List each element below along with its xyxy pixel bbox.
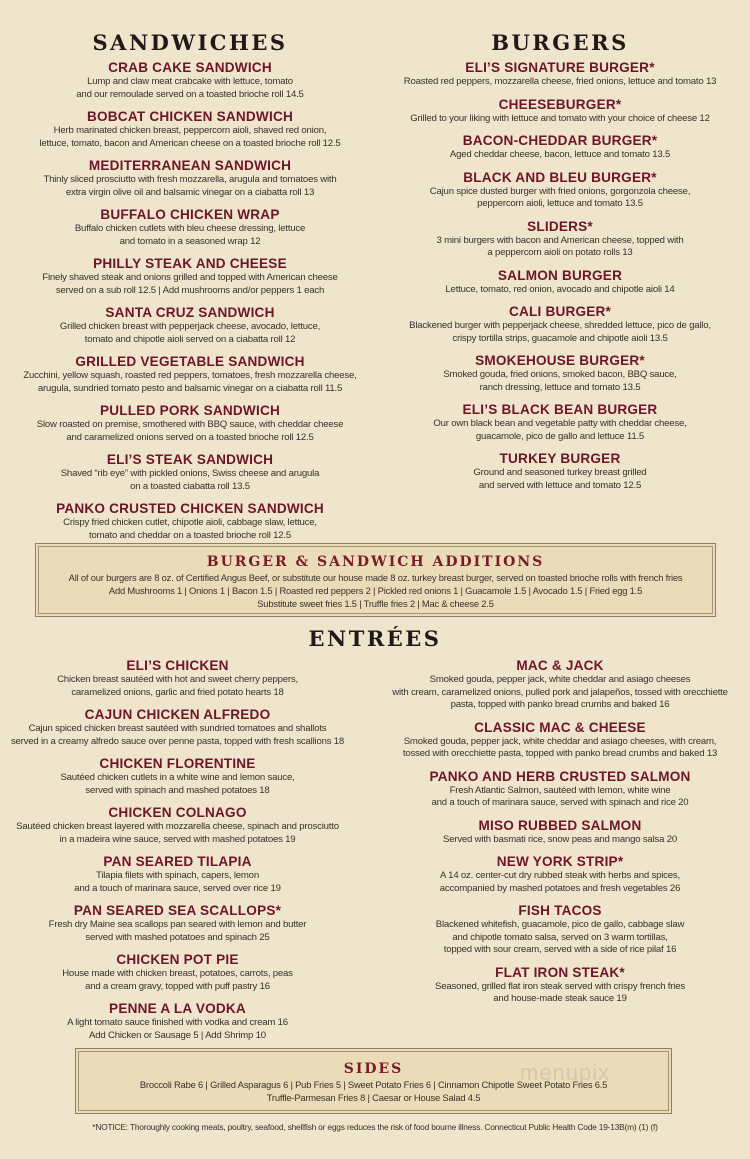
menu-item-title: PHILLY STEAK AND CHEESE — [93, 256, 287, 271]
menu-item — [385, 96, 735, 126]
menu-item — [15, 304, 365, 346]
menu-item-description: and served with lettuce and tomato 12.5 — [478, 479, 642, 491]
sides-heading: SIDES — [343, 1061, 404, 1077]
menu-item-description: in a madeira wine sauce, served with mashed potatoes 19 — [59, 833, 296, 845]
menu-item-description: Fresh Atlantic Salmon, sautéed with lemon, white wine — [449, 784, 671, 796]
burgers-heading: BURGERS — [491, 30, 629, 55]
menu-item — [5, 951, 350, 993]
menu-item — [385, 59, 735, 89]
menu-item-title: SALMON BURGER — [497, 267, 623, 283]
menu-item-description: served with spinach and mashed potatoes 18 — [85, 784, 270, 796]
menu-item-title: ELI’S STEAK SANDWICH — [106, 452, 274, 467]
additions-line: Substitute sweet fries 1.5 | Truffle fries 2 | Mac & cheese 2.5 — [257, 598, 494, 609]
sandwiches-heading: SANDWICHES — [92, 30, 288, 55]
menu-item — [15, 59, 365, 101]
health-notice: *NOTICE: Thoroughly cooking meats, poultry, seafood, shellfish or eggs reduces the risk of food bourne illness. Connecticut Public Health Code 19-13B(m) (1) (f) — [92, 1122, 658, 1132]
menu-item-description: served in a creamy alfredo sauce over penne pasta, topped with fresh scallions 18 — [10, 735, 345, 747]
menu-item-description: Seasoned, grilled flat iron steak served with crispy french fries — [435, 980, 685, 992]
entrees-heading: ENTRÉES — [308, 626, 442, 651]
menu-item-title: FLAT IRON STEAK* — [495, 964, 625, 980]
menu-item-description: crispy tortilla strips, guacamole and chipotle aioli 13.5 — [452, 332, 668, 344]
menu-item-description: tomato and cheddar on a toasted brioche roll 12.5 — [89, 529, 291, 541]
menu-item — [5, 853, 350, 895]
menu-item-description: Chicken breast sautéed with hot and sweet cherry peppers, — [57, 674, 298, 685]
menu-item-title: NEW YORK STRIP* — [496, 854, 624, 869]
menu-item-description: Our own black bean and vegetable patty with cheddar cheese, — [433, 418, 687, 429]
menu-item-title: FISH TACOS — [518, 903, 602, 918]
menu-item-description: Herb marinated chicken breast, peppercorn aioli, shaved red onion, — [53, 125, 327, 136]
menu-item-description: Tilapia filets with spinach, capers, lemon — [96, 870, 259, 881]
menu-item-description: Cajun spiced chicken breast sautéed with sundried tomatoes and shallots — [28, 723, 327, 734]
menu-item — [385, 132, 735, 162]
menu-item-title: CHICKEN POT PIE — [116, 952, 239, 967]
menu-item-description: 3 mini burgers with bacon and American cheese, topped with — [436, 234, 684, 246]
menu-item-description: lettuce, tomato, bacon and American cheese on a toasted brioche roll 12.5 — [39, 137, 341, 149]
menu-item-title: BUFFALO CHICKEN WRAP — [100, 207, 280, 222]
entrees-right-column — [385, 657, 735, 1013]
menu-item-title: ELI’S BLACK BEAN BURGER — [462, 402, 658, 417]
additions-box — [35, 543, 716, 617]
menu-item-description: Lump and claw meat crabcake with lettuce, tomato — [87, 76, 293, 87]
menu-item-description: Cajun spice dusted burger with fried onions, gorgonzola cheese, — [429, 185, 691, 197]
menu-item-title: PAN SEARED TILAPIA — [103, 854, 252, 869]
menu-item-description: A light tomato sauce finished with vodka and cream 16 — [67, 1017, 288, 1028]
menu-item-description: and tomato in a seasoned wrap 12 — [119, 235, 261, 247]
menu-item-title: SANTA CRUZ SANDWICH — [105, 305, 275, 320]
menu-item — [385, 768, 735, 810]
menu-item-description: Grilled to your liking with lettuce and tomato with your choice of cheese 12 — [410, 112, 710, 124]
menu-item-description: served on a sub roll 12.5 | Add mushrooms and/or peppers 1 each — [55, 284, 325, 296]
menu-item — [15, 451, 365, 493]
menu-item-description: arugula, sundried tomato pesto and balsamic vinegar on a ciabatta roll 11.5 — [37, 382, 343, 394]
additions-heading: BURGER & SANDWICH ADDITIONS — [206, 554, 545, 570]
menu-item — [15, 108, 365, 150]
menu-item-description: Roasted red peppers, mozzarella cheese, fried onions, lettuce and tomato 13 — [403, 76, 717, 87]
menu-item-title: CLASSIC MAC & CHEESE — [474, 719, 646, 735]
menu-item-description: Sautéed chicken cutlets in a white wine and lemon sauce, — [60, 772, 295, 783]
menu-item-description: and chipotle tomato salsa, served on 3 warm tortillas, — [452, 931, 668, 943]
menu-item — [385, 169, 735, 211]
menu-item-description: and a cream gravy, topped with puff pastry 16 — [85, 980, 270, 992]
menu-item-description: and a touch of marinara sauce, served with spinach and rice 20 — [431, 797, 689, 808]
menupix-watermark: menupix — [520, 1060, 611, 1085]
menu-item-title: SMOKEHOUSE BURGER* — [475, 353, 645, 368]
menu-item-description: and our remoulade served on a toasted brioche roll 14.5 — [76, 88, 304, 100]
menu-item-description: caramelized onions, garlic and fried potato hearts 18 — [71, 686, 284, 698]
menu-item-description: tossed with orecchiette pasta, topped with panko bread crumbs and baked 13 — [402, 748, 718, 759]
menu-item — [385, 401, 735, 443]
menu-item-description: Smoked gouda, fried onions, smoked bacon, BBQ sauce, — [443, 369, 677, 380]
menu-item-description: accompanied by mashed potatoes and fresh vegetables 26 — [439, 882, 681, 894]
menu-item — [385, 719, 735, 761]
menu-item-title: CALI BURGER* — [508, 304, 612, 319]
menu-item — [15, 353, 365, 395]
menu-item-title: MEDITERRANEAN SANDWICH — [88, 158, 292, 173]
menu-item-title: ELI’S CHICKEN — [126, 658, 229, 673]
menu-item-title: BLACK AND BLEU BURGER* — [463, 169, 657, 185]
menu-item-title: PANKO CRUSTED CHICKEN SANDWICH — [56, 501, 324, 516]
entrees-heading-wrap — [0, 624, 750, 654]
menu-item-description: Blackened whitefish, guacamole, pico de gallo, cabbage slaw — [435, 919, 685, 930]
menu-item-description: Finely shaved steak and onions grilled and topped with American cheese — [42, 272, 338, 283]
menu-item-description: ranch dressing, lettuce and tomato 13.5 — [479, 381, 641, 393]
menu-item — [385, 657, 735, 712]
menu-item-title: BACON-CHEDDAR BURGER* — [462, 133, 658, 148]
menu-item-title: CAJUN CHICKEN ALFREDO — [84, 707, 271, 722]
additions-line: Add Mushrooms 1 | Onions 1 | Bacon 1.5 | Roasted red peppers 2 | Pickled red onions 1 | Guacamole 1.5 | Avocado 1.5 | Fried egg 1.5 — [108, 585, 643, 596]
menu-item-title: CHEESEBURGER* — [498, 96, 622, 112]
menu-item — [385, 817, 735, 847]
menu-item — [385, 964, 735, 1006]
menu-item-description: guacamole, pico de gallo and lettuce 11.5 — [475, 430, 645, 442]
menu-item — [5, 804, 350, 846]
sides-line: Truffle-Parmesan Fries 8 | Caesar or House Salad 4.5 — [266, 1092, 481, 1103]
sandwiches-section — [15, 28, 365, 549]
menu-item-description: Thinly sliced prosciutto with fresh mozzarella, arugula and tomatoes with — [43, 174, 337, 185]
menu-item-description: pasta, topped with panko bread crumbs and baked 16 — [450, 699, 670, 710]
menu-item — [15, 255, 365, 297]
menu-item-description: extra virgin olive oil and balsamic vinegar on a ciabatta roll 13 — [65, 186, 315, 198]
menu-item-description: Smoked gouda, pepper jack, white cheddar and asiago cheeses — [429, 674, 691, 685]
menu-item-title: PAN SEARED SEA SCALLOPS* — [73, 903, 282, 918]
burgers-section — [385, 28, 735, 499]
menu-item-title: SLIDERS* — [527, 218, 593, 234]
menu-item-description: Crispy fried chicken cutlet, chipotle aioli, cabbage slaw, lettuce, — [63, 517, 317, 528]
menu-item-description: with cream, caramelized onions, pulled pork and jalapeños, tossed with orecchiette — [392, 686, 728, 698]
menu-item-description: Fresh dry Maine sea scallops pan seared with lemon and butter — [48, 919, 307, 930]
menu-item — [385, 352, 735, 394]
menu-item-title: PULLED PORK SANDWICH — [100, 403, 280, 418]
menu-item-description: Lettuce, tomato, red onion, avocado and chipotle aioli 14 — [445, 283, 675, 295]
menu-item-title: CHICKEN COLNAGO — [108, 805, 247, 820]
menu-item — [385, 902, 735, 957]
menu-item-description: Slow roasted on premise, smothered with BBQ sauce, with cheddar cheese — [36, 419, 344, 430]
menu-item-title: CHICKEN FLORENTINE — [99, 756, 256, 771]
menu-item-title: BOBCAT CHICKEN SANDWICH — [87, 109, 293, 124]
menu-item-title: GRILLED VEGETABLE SANDWICH — [75, 354, 305, 369]
menu-item-description: peppercorn aioli, lettuce and tomato 13.5 — [477, 198, 643, 209]
menu-item-title: CRAB CAKE SANDWICH — [108, 60, 272, 75]
menu-item-title: PENNE A LA VODKA — [109, 1001, 246, 1016]
menu-item-title: PANKO AND HERB CRUSTED SALMON — [429, 768, 691, 784]
menu-item-description: Add Chicken or Sausage 5 | Add Shrimp 10 — [89, 1029, 266, 1041]
menu-item — [15, 500, 365, 542]
additions-line: All of our burgers are 8 oz. of Certified Angus Beef, or substitute our house made 8 oz. turkey breast burger, served on toasted brioche rolls with french fries — [68, 572, 683, 583]
menu-item-description: Served with basmati rice, snow peas and mango salsa 20 — [443, 833, 677, 845]
menu-item — [385, 218, 735, 260]
menu-item-title: ELI’S SIGNATURE BURGER* — [465, 60, 655, 75]
menu-item-description: and caramelized onions served on a toasted brioche roll 12.5 — [66, 431, 314, 443]
menu-item-title: MAC & JACK — [516, 658, 604, 673]
menu-item-description: served with mashed potatoes and spinach 25 — [85, 931, 270, 943]
menu-item-description: A 14 oz. center-cut dry rubbed steak with herbs and spices, — [440, 870, 680, 881]
menu-item — [385, 267, 735, 297]
menu-item — [15, 402, 365, 444]
menu-item-title: TURKEY BURGER — [499, 451, 621, 466]
menu-item-description: Sautéed chicken breast layered with mozzarella cheese, spinach and prosciutto — [16, 821, 339, 832]
menu-item — [385, 853, 735, 895]
menu-item-description: House made with chicken breast, potatoes, carrots, peas — [62, 968, 293, 979]
menu-item — [385, 450, 735, 492]
entrees-left-column — [5, 657, 350, 1049]
menu-item — [385, 303, 735, 345]
menu-item-description: and house-made steak sauce 19 — [493, 993, 627, 1004]
menu-item-description: Buffalo chicken cutlets with bleu cheese dressing, lettuce — [74, 223, 306, 234]
menu-item — [5, 902, 350, 944]
menu-item-title: MISO RUBBED SALMON — [478, 817, 642, 833]
menu-item-description: Zucchini, yellow squash, roasted red peppers, tomatoes, fresh mozzarella cheese, — [23, 370, 357, 381]
menu-item-description: Ground and seasoned turkey breast grilled — [473, 467, 647, 478]
menu-item — [5, 706, 350, 748]
menu-item-description: Blackened burger with pepperjack cheese, shredded lettuce, pico de gallo, — [409, 320, 711, 331]
menu-item-description: Smoked gouda, pepper jack, white cheddar and asiago cheeses, with cream, — [403, 735, 717, 747]
menu-item-description: a peppercorn aioli on potato rolls 13 — [487, 247, 633, 258]
menu-item-description: topped with sour cream, served with a side of rice pilaf 16 — [443, 944, 677, 955]
menu-item-description: tomato and chipotle aioli served on a ciabatta roll 12 — [84, 333, 296, 345]
menu-item — [15, 157, 365, 199]
menu-item — [5, 755, 350, 797]
menu-item-description: Aged cheddar cheese, bacon, lettuce and tomato 13.5 — [449, 149, 671, 160]
sides-line: Broccoli Rabe 6 | Grilled Asparagus 6 | Pub Fries 5 | Sweet Potato Fries 6 | Cinnamon Chipotle Sweet Potato Fries 6.5 — [139, 1079, 608, 1090]
menu-item — [15, 206, 365, 248]
menu-item-description: and a touch of marinara sauce, served over rice 19 — [74, 882, 281, 894]
menu-item-description: Grilled chicken breast with pepperjack cheese, avocado, lettuce, — [59, 321, 321, 332]
menu-item — [5, 657, 350, 699]
menu-item-description: on a toasted ciabatta roll 13.5 — [130, 480, 250, 492]
menu-item — [5, 1000, 350, 1042]
menu-item-description: Shaved “rib eye” with pickled onions, Swiss cheese and arugula — [60, 468, 320, 479]
